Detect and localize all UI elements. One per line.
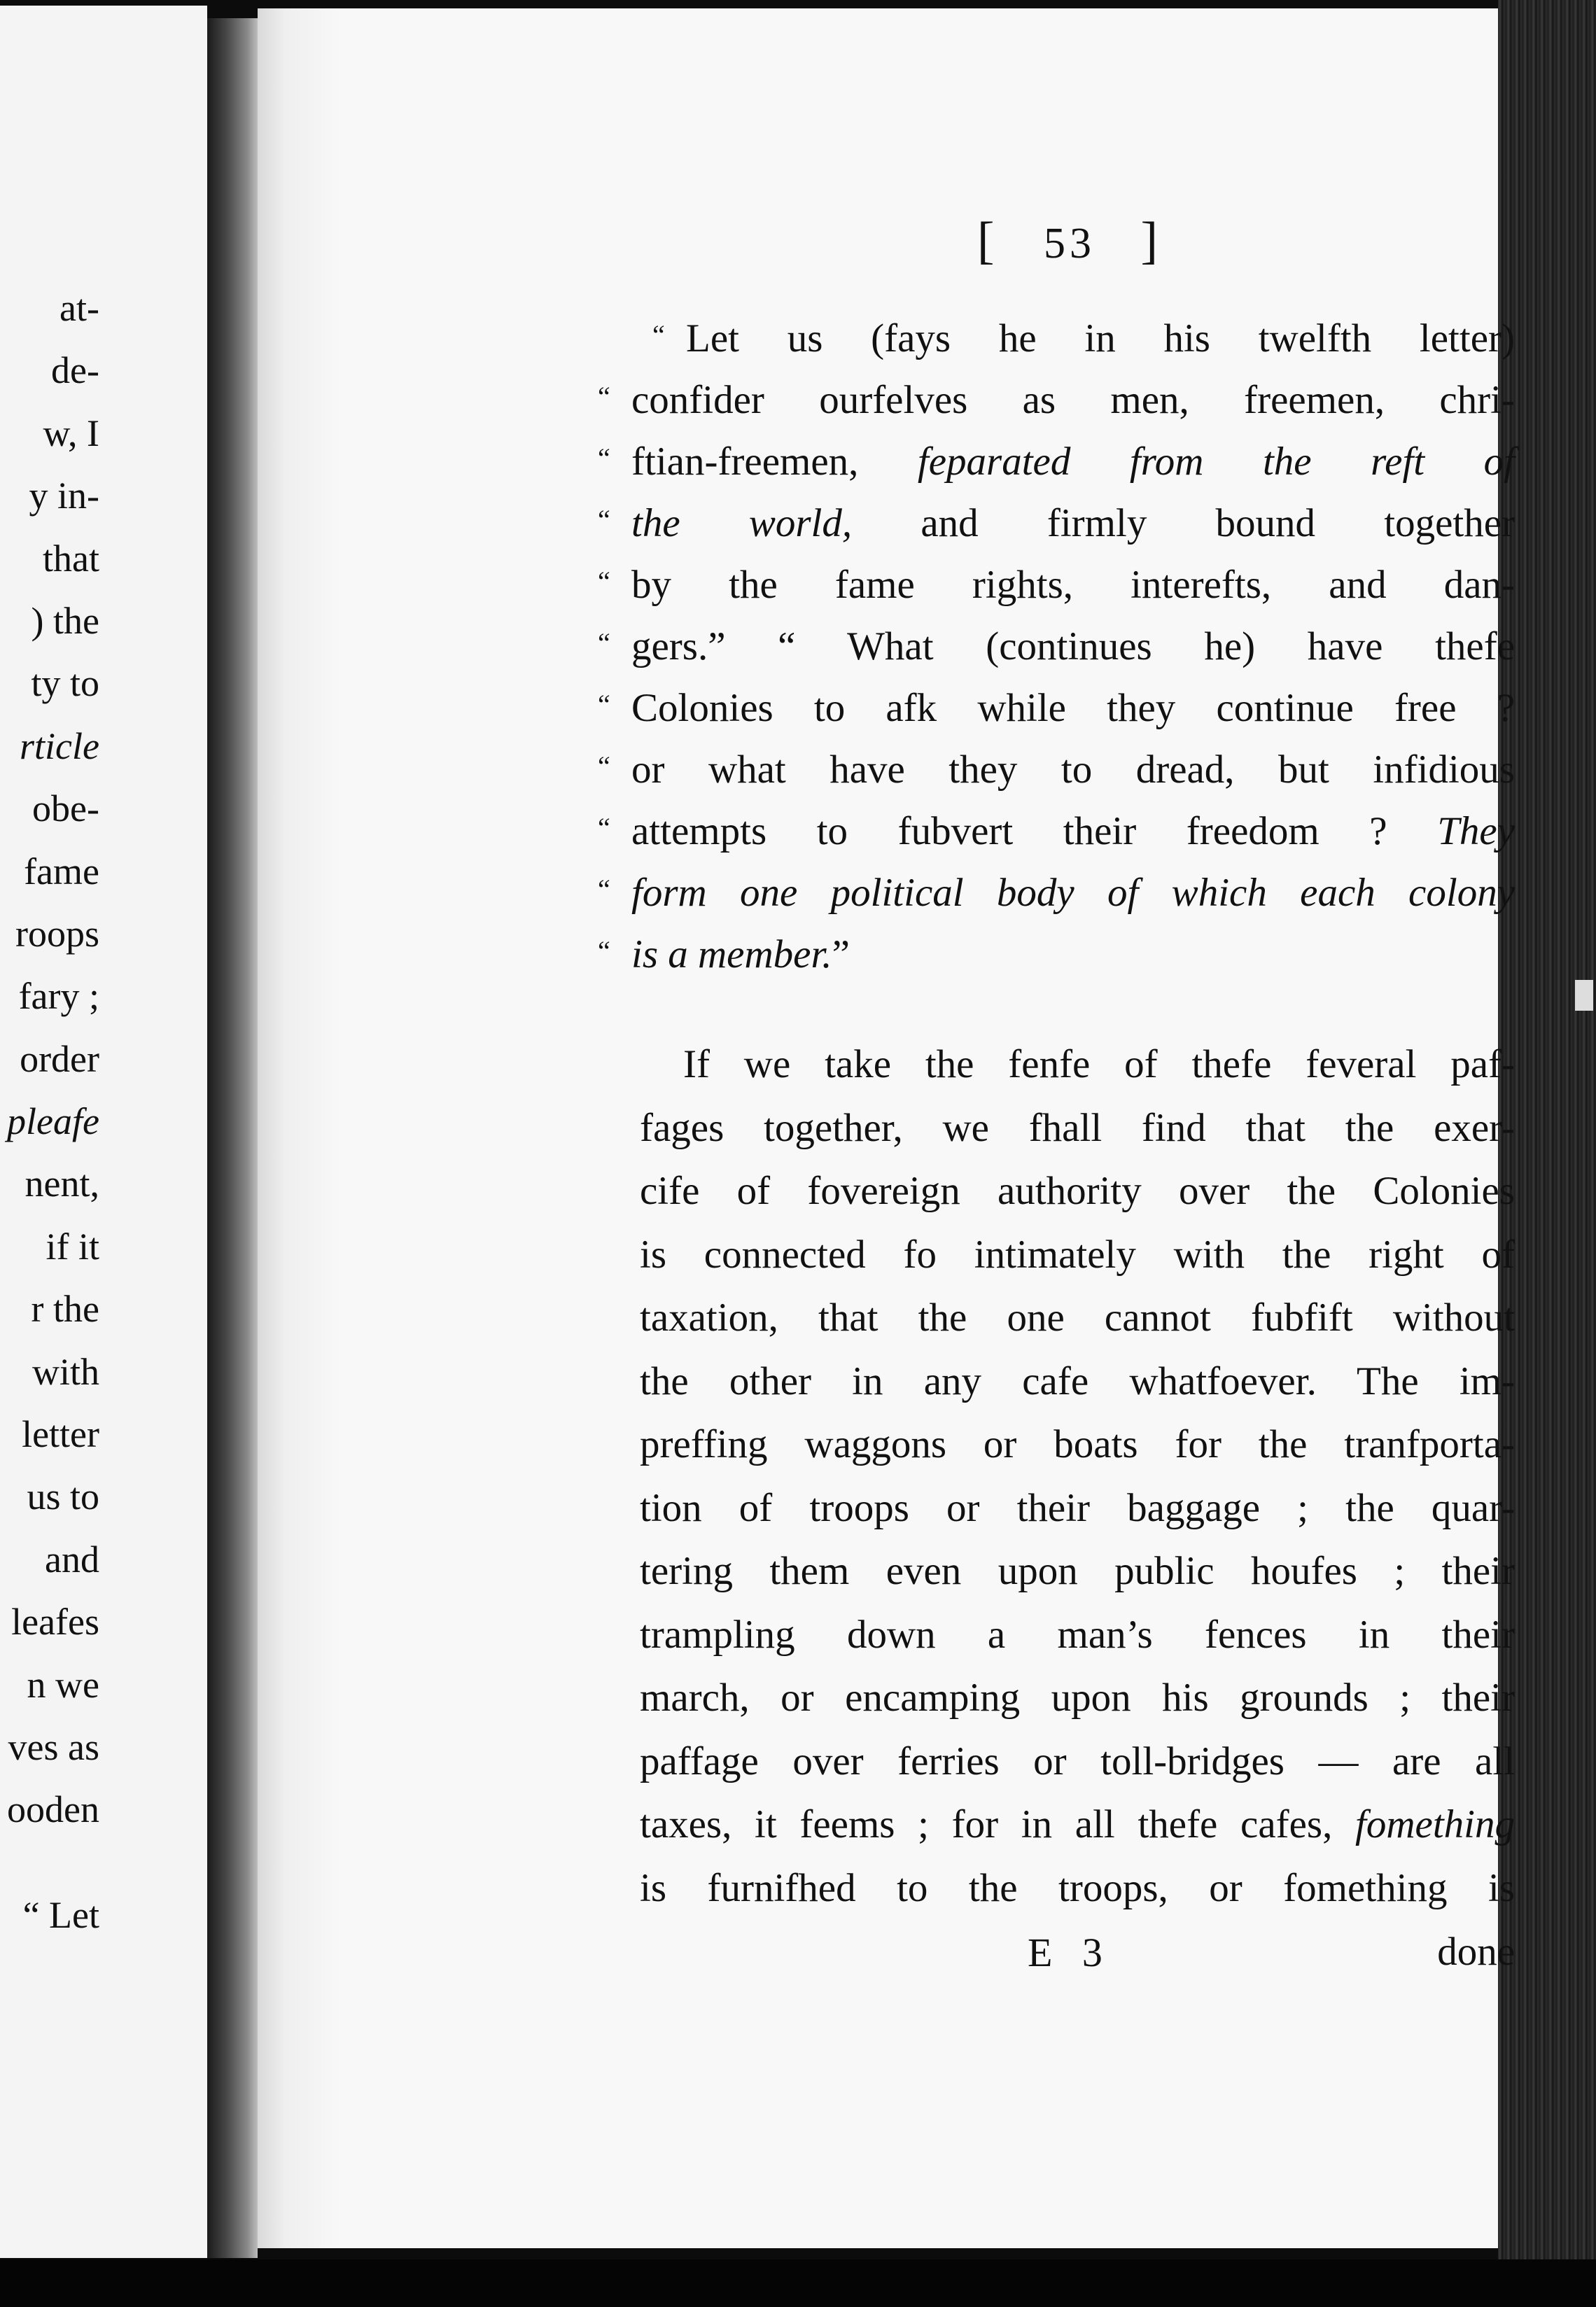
page-tab-marker bbox=[1575, 980, 1593, 1011]
left-page-line-fragment: with bbox=[31, 1350, 99, 1393]
quote-text: ftian-freemen, bbox=[631, 440, 918, 484]
signature-mark: E 3 bbox=[1028, 1930, 1112, 1975]
quote-mark: “ bbox=[598, 504, 610, 535]
left-page-line-fragment: roops bbox=[15, 912, 99, 955]
page-number-bracket-open: [ bbox=[976, 212, 999, 269]
left-page-line-fragment: n we bbox=[27, 1663, 99, 1706]
quote-line bbox=[598, 431, 1515, 493]
left-page-line-fragment: that bbox=[43, 537, 99, 580]
paragraph-text: tion of troops or their baggage ; the quar- bbox=[640, 1485, 1515, 1530]
paragraph-line bbox=[640, 1477, 1515, 1541]
left-page-line-fragment: de- bbox=[51, 349, 99, 392]
left-page-line-fragment: obe- bbox=[32, 787, 99, 830]
quote-line bbox=[598, 678, 1515, 739]
paragraph-line bbox=[640, 1793, 1515, 1857]
quote-line bbox=[598, 862, 1515, 924]
left-page-line-fragment: rticle bbox=[20, 724, 99, 767]
paragraph-line bbox=[640, 1667, 1515, 1730]
paragraph-text: tering them even upon public houfes ; their bbox=[640, 1549, 1515, 1593]
paragraph-text: preffing waggons or boats for the tranfporta- bbox=[640, 1422, 1515, 1466]
quote-line bbox=[598, 616, 1515, 678]
quote-mark: “ bbox=[598, 566, 610, 597]
page-number bbox=[958, 211, 1182, 271]
paragraph-text: march, or encamping upon his grounds ; their bbox=[640, 1676, 1515, 1720]
left-page-line-fragment: nent, bbox=[24, 1163, 99, 1205]
left-page-line-fragment: r the bbox=[31, 1288, 99, 1331]
left-page-line-fragment: and bbox=[45, 1538, 99, 1580]
paragraph-line bbox=[640, 1286, 1515, 1350]
paragraph-text: is furnifhed to the troops, or fomething is bbox=[640, 1865, 1515, 1910]
quote-italic-text: form one political body of which each colony bbox=[631, 871, 1515, 915]
quote-mark: “ bbox=[598, 812, 610, 843]
left-page-catchword: “ Let bbox=[22, 1894, 99, 1936]
left-page-line-fragment: pleafe bbox=[7, 1100, 99, 1143]
left-page-line-fragment: us to bbox=[27, 1475, 99, 1518]
quote-italic-text: the world, bbox=[631, 501, 853, 545]
quote-line bbox=[598, 739, 1515, 801]
left-page-line-fragment: if it bbox=[46, 1225, 99, 1268]
quote-mark: “ bbox=[598, 750, 610, 782]
quote-line bbox=[598, 493, 1515, 554]
quote-italic-text: They bbox=[1437, 809, 1515, 853]
paragraph-text: fages together, we fhall find that the exer- bbox=[640, 1105, 1515, 1150]
quote-line bbox=[598, 554, 1515, 616]
quote-text: confider ourfelves as men, freemen, chri- bbox=[631, 378, 1515, 422]
quote-text: Let us (fays he in his twelfth letter) bbox=[686, 316, 1515, 360]
left-page-line-fragment: y in- bbox=[29, 475, 99, 517]
quote-line bbox=[598, 924, 1515, 986]
left-page-line-fragment: leafes bbox=[11, 1601, 99, 1643]
quote-mark: “ bbox=[598, 689, 610, 720]
page-number-value: 53 bbox=[1044, 220, 1096, 267]
paragraph-line bbox=[640, 1604, 1515, 1667]
left-page-line-fragment: ty to bbox=[31, 662, 99, 705]
paragraph-text: cife of fovereign authority over the Colonies bbox=[640, 1169, 1515, 1213]
paragraph-line bbox=[640, 1857, 1515, 1921]
paragraph-line bbox=[640, 1097, 1515, 1160]
quote-text: by the fame rights, interefts, and dan- bbox=[631, 563, 1515, 607]
left-page-line-fragment: fame bbox=[24, 850, 99, 892]
paragraph-text: If we take the fenfe of thefe feveral paf- bbox=[683, 1042, 1515, 1086]
quote-text: attempts to fubvert their freedom ? bbox=[631, 809, 1438, 853]
quote-text: or what have they to dread, but infidious bbox=[631, 748, 1515, 792]
quote-mark: “ bbox=[598, 874, 610, 905]
left-page-line-fragment: ) the bbox=[31, 599, 99, 642]
body-paragraph bbox=[640, 1033, 1515, 1920]
paragraph-text: is connected fo intimately with the right of bbox=[640, 1232, 1515, 1277]
left-page-line-fragment: at- bbox=[59, 287, 99, 329]
left-page-line-fragment: letter bbox=[22, 1413, 99, 1456]
paragraph-text: taxes, it feems ; for in all thefe cafes, bbox=[640, 1802, 1356, 1846]
paragraph-text: taxation, that the one cannot fubfift without bbox=[640, 1296, 1515, 1340]
quote-text: Colonies to afk while they continue free ? bbox=[631, 686, 1515, 730]
catchword: done bbox=[1437, 1930, 1515, 1974]
page-number-bracket-close: ] bbox=[1140, 212, 1163, 269]
quote-italic-text: feparated from the reft of bbox=[917, 440, 1515, 484]
quote-line bbox=[598, 801, 1515, 862]
paragraph-line bbox=[640, 1223, 1515, 1287]
paragraph-line bbox=[640, 1413, 1515, 1477]
quotation-block bbox=[598, 308, 1515, 986]
left-page-line-fragment: fary ; bbox=[18, 975, 99, 1018]
quote-text: gers.” “ What (continues he) have thefe bbox=[631, 624, 1515, 668]
paragraph-text: trampling down a man’s fences in their bbox=[640, 1612, 1515, 1657]
scan-bottom-edge bbox=[0, 2259, 1596, 2307]
paragraph-text: paffage over ferries or toll-bridges — are all bbox=[640, 1739, 1515, 1783]
left-page bbox=[0, 6, 207, 2258]
quote-mark: “ bbox=[598, 935, 610, 967]
quote-mark: “ bbox=[652, 319, 665, 351]
left-page-line-fragment: ooden bbox=[7, 1788, 99, 1831]
book-gutter bbox=[207, 18, 258, 2258]
left-page-line-fragment: order bbox=[20, 1037, 99, 1080]
left-page-line-fragment: ves as bbox=[8, 1725, 99, 1768]
quote-mark: “ bbox=[598, 627, 610, 659]
paragraph-line bbox=[640, 1730, 1515, 1794]
paragraph-line bbox=[640, 1160, 1515, 1223]
paragraph-line bbox=[640, 1350, 1515, 1414]
right-page bbox=[258, 8, 1515, 2248]
paragraph-text: the other in any cafe whatfoever. The im- bbox=[640, 1359, 1515, 1403]
quote-text: and firmly bound together bbox=[852, 501, 1515, 545]
quote-line bbox=[598, 370, 1515, 431]
left-page-line-fragment: w, I bbox=[43, 412, 99, 454]
quote-mark: “ bbox=[598, 442, 610, 474]
paragraph-italic-word: fomething bbox=[1355, 1802, 1515, 1846]
paragraph-line bbox=[640, 1540, 1515, 1604]
quote-text: ” bbox=[832, 932, 850, 976]
quote-mark: “ bbox=[598, 381, 610, 412]
left-page-text-fragments bbox=[0, 277, 99, 1842]
paragraph-line bbox=[640, 1033, 1515, 1097]
quote-line bbox=[631, 308, 1515, 370]
quote-italic-text: is a member. bbox=[631, 932, 832, 976]
